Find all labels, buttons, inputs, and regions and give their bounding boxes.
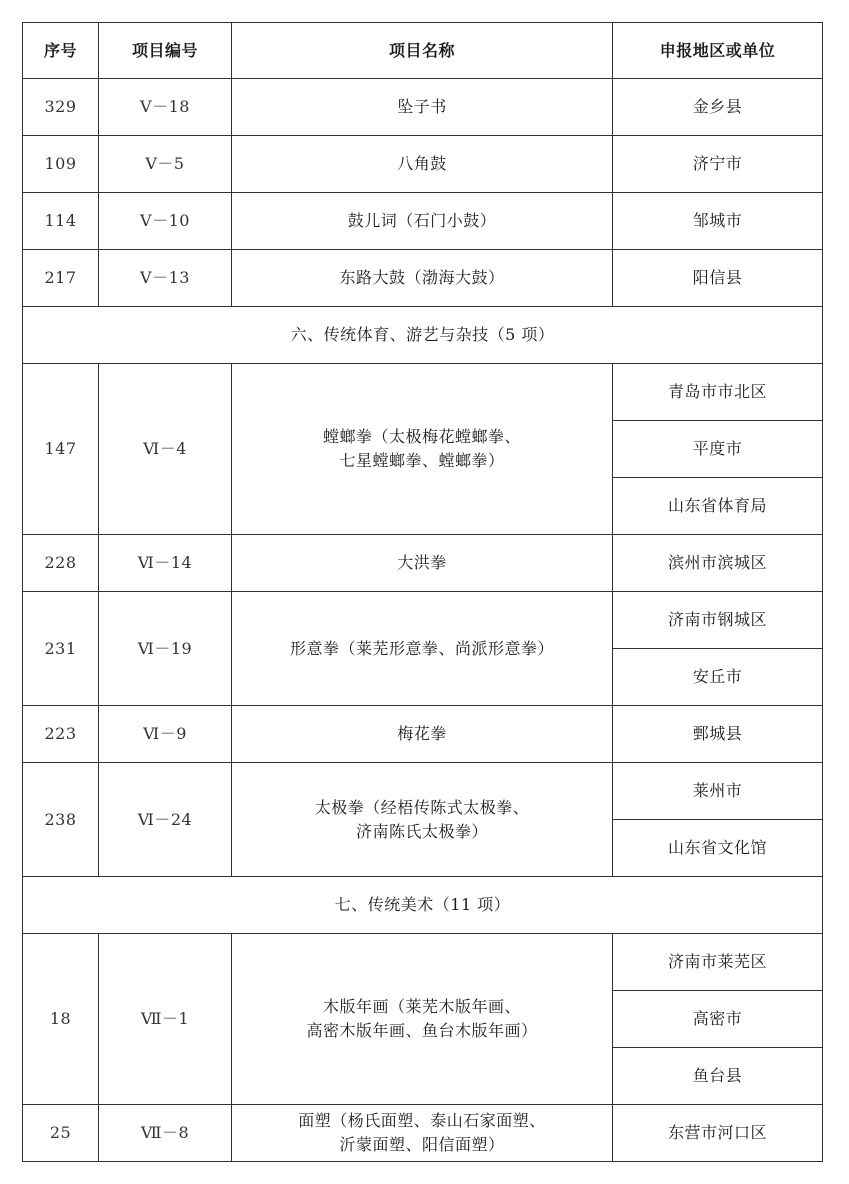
table-row [23, 706, 823, 763]
code-cell: Ⅵ－4 [99, 364, 232, 535]
seq-cell: 238 [23, 763, 99, 877]
name-line: 太极拳（经梧传陈式太极拳、 [314, 797, 530, 817]
name-line: 梅花拳 [397, 724, 447, 743]
region-cell: 滨州市滨城区 [613, 535, 823, 592]
region-cell: 莱州市 [613, 763, 823, 820]
table-row [23, 193, 823, 250]
name-line: 八角鼓 [397, 154, 447, 173]
table-row [23, 250, 823, 307]
seq-cell: 114 [23, 193, 99, 250]
region-cell: 鄄城县 [613, 706, 823, 763]
name-cell [232, 79, 613, 136]
header-region: 申报地区或单位 [613, 23, 823, 79]
table-header-row [23, 23, 823, 79]
name-line: 沂蒙面塑、阳信面塑） [339, 1135, 505, 1154]
region-cell: 鱼台县 [613, 1048, 823, 1105]
section-heading: 七、传统美术（11 项） [23, 877, 823, 934]
table-row [23, 592, 823, 649]
name-cell [232, 364, 613, 535]
code-cell: Ⅴ－13 [99, 250, 232, 307]
seq-cell: 228 [23, 535, 99, 592]
name-line: 形意拳（莱芜形意拳、尚派形意拳） [289, 638, 554, 658]
table-row [23, 79, 823, 136]
region-cell: 济宁市 [613, 136, 823, 193]
table-row [23, 763, 823, 820]
name-cell [232, 1105, 613, 1162]
name-line: 东路大鼓（渤海大鼓） [339, 268, 505, 287]
name-line: 大洪拳 [397, 553, 447, 572]
name-line: 螳螂拳（太极梅花螳螂拳、 [322, 427, 521, 446]
table-row [23, 934, 823, 991]
seq-cell: 231 [23, 592, 99, 706]
name-line: 高密木版年画、鱼台木版年画） [306, 1021, 538, 1040]
name-cell [232, 592, 613, 706]
table-row [23, 535, 823, 592]
seq-cell: 147 [23, 364, 99, 535]
region-cell: 山东省文化馆 [613, 820, 823, 877]
code-cell: Ⅶ－8 [99, 1105, 232, 1162]
seq-cell: 18 [23, 934, 99, 1105]
name-cell [232, 706, 613, 763]
name-cell [232, 136, 613, 193]
code-cell: Ⅵ－24 [99, 763, 232, 877]
section-row [23, 307, 823, 364]
name-line: 面塑（杨氏面塑、泰山石家面塑、 [298, 1111, 546, 1130]
name-cell [232, 250, 613, 307]
code-cell: Ⅴ－5 [99, 136, 232, 193]
name-line: 七星螳螂拳、螳螂拳） [339, 451, 505, 470]
name-line: 坠子书 [397, 97, 447, 116]
table-row [23, 1105, 823, 1162]
code-cell: Ⅴ－10 [99, 193, 232, 250]
region-cell: 阳信县 [613, 250, 823, 307]
region-cell: 东营市河口区 [613, 1105, 823, 1162]
name-cell [232, 934, 613, 1105]
seq-cell: 217 [23, 250, 99, 307]
header-code: 项目编号 [99, 23, 232, 79]
region-cell: 山东省体育局 [613, 478, 823, 535]
code-cell: Ⅵ－9 [99, 706, 232, 763]
table-body [23, 79, 823, 1162]
region-cell: 青岛市市北区 [613, 364, 823, 421]
seq-cell: 223 [23, 706, 99, 763]
seq-cell: 109 [23, 136, 99, 193]
name-line: 鼓儿词（石门小鼓） [347, 211, 497, 230]
seq-cell: 329 [23, 79, 99, 136]
code-cell: Ⅶ－1 [99, 934, 232, 1105]
name-line: 济南陈氏太极拳） [355, 821, 488, 841]
section-heading: 六、传统体育、游艺与杂技（5 项） [23, 307, 823, 364]
seq-cell: 25 [23, 1105, 99, 1162]
code-cell: Ⅴ－18 [99, 79, 232, 136]
region-cell: 安丘市 [613, 649, 823, 706]
region-cell: 邹城市 [613, 193, 823, 250]
region-cell: 济南市莱芜区 [613, 934, 823, 991]
header-seq: 序号 [23, 23, 99, 79]
region-cell: 金乡县 [613, 79, 823, 136]
code-cell: Ⅵ－19 [99, 592, 232, 706]
heritage-project-table [22, 22, 823, 1162]
region-cell: 平度市 [613, 421, 823, 478]
table-row [23, 136, 823, 193]
header-name: 项目名称 [232, 23, 613, 79]
name-cell [232, 763, 613, 877]
region-cell: 高密市 [613, 991, 823, 1048]
code-cell: Ⅵ－14 [99, 535, 232, 592]
table-row [23, 364, 823, 421]
name-line: 木版年画（莱芜木版年画、 [322, 997, 521, 1016]
region-cell: 济南市钢城区 [613, 592, 823, 649]
section-row [23, 877, 823, 934]
name-cell [232, 193, 613, 250]
name-cell [232, 535, 613, 592]
